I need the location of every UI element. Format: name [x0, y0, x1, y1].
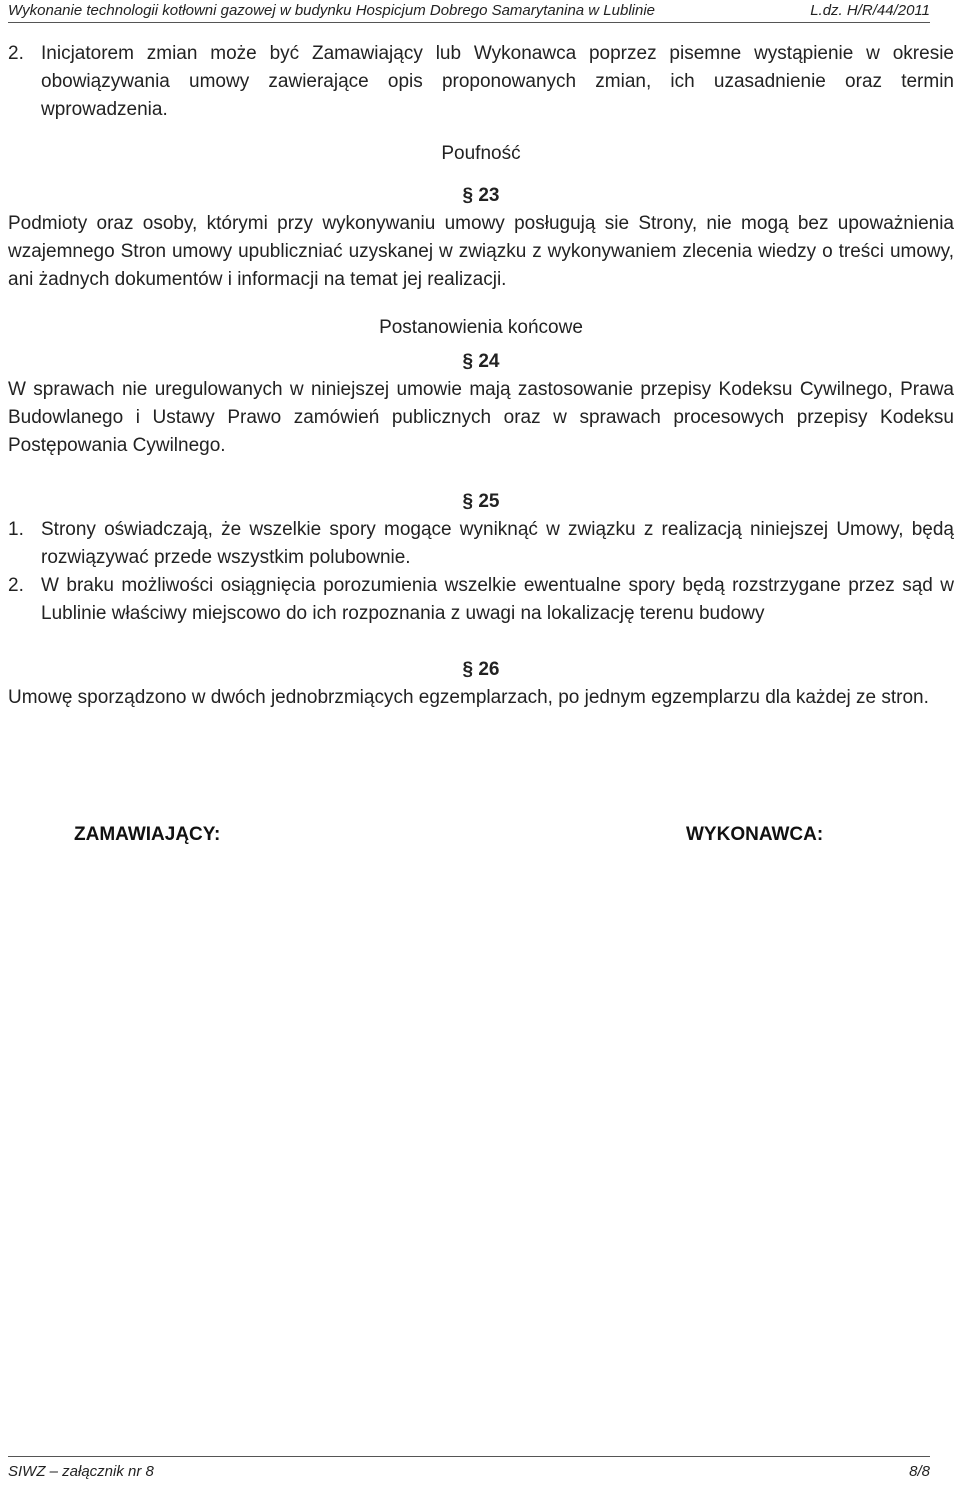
list-item [8, 40, 954, 124]
page-header [8, 0, 930, 23]
item-number: 1. [8, 519, 24, 540]
signature-zamawiajacy: ZAMAWIAJĄCY: [74, 824, 221, 845]
item-text: W braku możliwości osiągnięcia porozumienia wszelkie ewentualne spory będą rozstrzygane przez sąd w Lublinie właściwy miejscowo do ich rozpoznania z uwagi na lokalizację terenu budowy [41, 575, 954, 624]
item-number: 2. [8, 43, 24, 64]
section-title-postanowienia: Postanowienia końcowe [379, 317, 583, 338]
header-reference: L.dz. H/R/44/2011 [810, 2, 930, 19]
page-footer [8, 1456, 930, 1485]
section-mark-25: § 25 [462, 491, 500, 512]
item-text: Inicjatorem zmian może być Zamawiający lub Wykonawca poprzez pisemne wystąpienie w okresie obowiązywania umowy zawierające opis proponowanych zmian, ich uzasadnienie oraz termin wprowadzenia. [41, 43, 954, 120]
section-23-text: Podmioty oraz osoby, którymi przy wykonywaniu umowy posługują sie Strony, nie mogą bez upoważnienia wzajemnego Stron umowy upubliczniać uzyskanej w związku z wykonywaniem zlecenia wiedzy o treści umowy, ani żadnych dokumentów i informacji na temat jej realizacji. [8, 213, 954, 290]
section-24-text: W sprawach nie uregulowanych w niniejszej umowie mają zastosowanie przepisy Kodeksu Cywilnego, Prawa Budowlanego i Ustawy Prawo zamówień publicznych oraz w sprawach procesowych przepisy Kodeksu Postępowania Cywilnego. [8, 379, 954, 456]
section-mark-23: § 23 [462, 185, 500, 206]
item-text: Strony oświadczają, że wszelkie spory mogące wyniknąć w związku z realizacją niniejszej Umowy, będą rozwiązywać przede wszystkim polubownie. [41, 519, 954, 568]
section-26-text: Umowę sporządzono w dwóch jednobrzmiących egzemplarzach, po jednym egzemplarzu dla każdej ze stron. [8, 687, 929, 708]
item-number: 2. [8, 575, 24, 596]
signature-wykonawca: WYKONAWCA: [686, 824, 824, 845]
section-mark-24: § 24 [462, 351, 500, 372]
list-item [8, 572, 954, 628]
document-body [8, 40, 954, 712]
signature-block [74, 824, 834, 854]
section-mark-26: § 26 [462, 659, 500, 680]
header-title: Wykonanie technologii kotłowni gazowej w budynku Hospicjum Dobrego Samarytanina w Lublinie [8, 2, 656, 19]
section-title-poufnosc: Poufność [441, 143, 521, 164]
footer-page-number: 8/8 [909, 1463, 930, 1480]
footer-document-label: SIWZ – załącznik nr 8 [8, 1463, 154, 1480]
list-item [8, 516, 954, 572]
